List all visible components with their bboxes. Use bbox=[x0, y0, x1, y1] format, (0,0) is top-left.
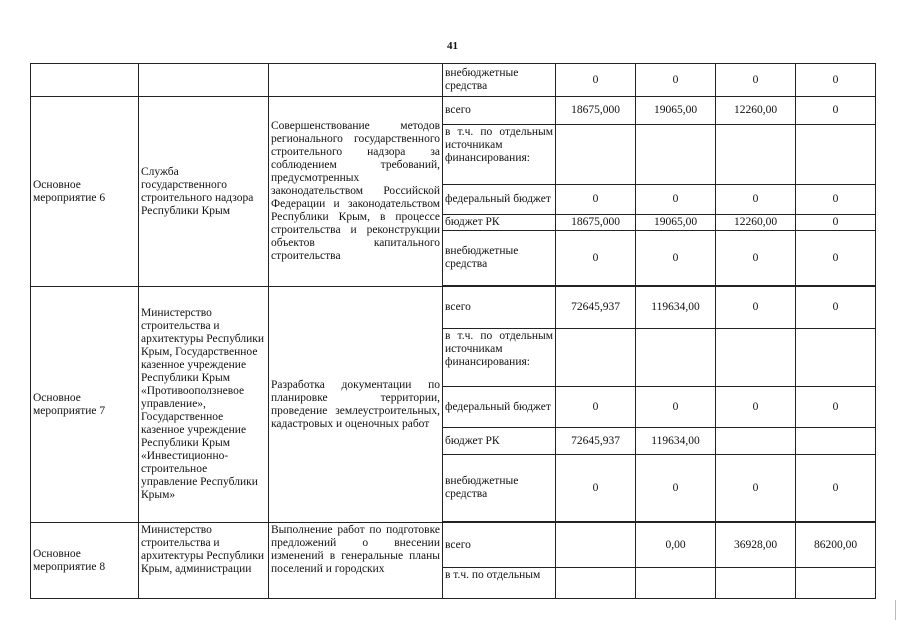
value-cell-empty bbox=[796, 125, 876, 185]
executor-cell bbox=[139, 523, 269, 599]
value-cell: 0 bbox=[636, 64, 716, 97]
measure-name: Основное мероприятие 7 bbox=[31, 287, 139, 523]
value-cell: 0 bbox=[556, 231, 636, 286]
table-row bbox=[31, 97, 876, 125]
value-cell-empty bbox=[716, 125, 796, 185]
value-cell: 0 bbox=[716, 185, 796, 215]
value-cell: 0 bbox=[796, 185, 876, 215]
value-cell-empty bbox=[796, 329, 876, 387]
value-cell: 0 bbox=[556, 455, 636, 522]
source-label: внебюджетные средства bbox=[443, 231, 556, 286]
value-cell bbox=[716, 428, 796, 455]
page-number: 41 bbox=[447, 40, 458, 52]
description-cell: Совершенствование методов регионального государственного строительного надзора за соблюдением требований, предусмотренных законодательством Российской Федерации и законодательством Республики Крым, в процессе строительства и реконструкции объектов капитального строительства bbox=[269, 97, 443, 287]
value-cell: 19065,00 bbox=[636, 97, 716, 125]
measure-name: Основное мероприятие 6 bbox=[31, 97, 139, 287]
value-cell: 0 bbox=[636, 185, 716, 215]
source-label: всего bbox=[443, 523, 556, 568]
value-cell: 18675,000 bbox=[556, 215, 636, 231]
value-cell: 0,00 bbox=[636, 523, 716, 568]
executor-text: Министерство строительства и архитектуры Республики Крым, администрации bbox=[141, 524, 264, 575]
value-cell: 19065,00 bbox=[636, 215, 716, 231]
table-row bbox=[31, 287, 876, 329]
source-label: всего bbox=[443, 287, 556, 329]
value-cell-empty bbox=[556, 568, 636, 599]
value-cell: 18675,000 bbox=[556, 97, 636, 125]
value-cell: 0 bbox=[556, 185, 636, 215]
value-cell: 0 bbox=[796, 231, 876, 286]
description-cell: Разработка документации по планировке территории, проведение землеустроительных, кадастровых и оценочных работ bbox=[269, 287, 443, 523]
value-cell: 0 bbox=[556, 64, 636, 97]
value-cell: 0 bbox=[796, 97, 876, 125]
value-cell: 12260,00 bbox=[716, 215, 796, 231]
value-cell: 0 bbox=[636, 231, 716, 286]
table-row bbox=[31, 64, 876, 97]
value-cell: 72645,937 bbox=[556, 428, 636, 455]
source-label: в т.ч. по отдельным источникам финансирования: bbox=[443, 329, 556, 387]
executor-cell: Служба государственного строительного надзора Республики Крым bbox=[139, 97, 269, 287]
description-cell-empty bbox=[269, 64, 443, 97]
value-cell: 119634,00 bbox=[636, 287, 716, 329]
value-cell: 0 bbox=[796, 215, 876, 231]
value-cell-empty bbox=[556, 125, 636, 185]
value-cell-empty bbox=[636, 329, 716, 387]
value-cell: 12260,00 bbox=[716, 97, 796, 125]
source-label-text: в т.ч. по отдельным bbox=[445, 569, 541, 582]
value-cell: 0 bbox=[796, 287, 876, 329]
value-cell: 0 bbox=[716, 287, 796, 329]
value-cell-empty bbox=[716, 329, 796, 387]
measure-name: Основное мероприятие 8 bbox=[31, 523, 139, 599]
value-cell: 0 bbox=[796, 64, 876, 97]
source-label: всего bbox=[443, 97, 556, 125]
value-cell: 0 bbox=[716, 231, 796, 286]
value-cell: 0 bbox=[716, 64, 796, 97]
value-cell-empty bbox=[556, 329, 636, 387]
value-cell: 0 bbox=[796, 387, 876, 428]
value-cell: 86200,00 bbox=[796, 523, 876, 568]
value-cell-empty bbox=[716, 568, 796, 599]
value-cell: 0 bbox=[636, 455, 716, 522]
value-cell: 119634,00 bbox=[636, 428, 716, 455]
value-cell: 0 bbox=[716, 455, 796, 522]
value-cell-empty bbox=[636, 568, 716, 599]
value-cell: 0 bbox=[716, 387, 796, 428]
table-row bbox=[31, 523, 876, 568]
value-cell bbox=[796, 428, 876, 455]
value-cell bbox=[556, 523, 636, 568]
source-label: федеральный бюджет bbox=[443, 387, 556, 428]
executor-cell-empty bbox=[139, 64, 269, 97]
measure-cell-empty bbox=[31, 64, 139, 97]
value-cell-empty bbox=[796, 568, 876, 599]
value-cell: 0 bbox=[796, 455, 876, 522]
source-label: бюджет РК bbox=[443, 215, 556, 231]
source-label: в т.ч. по отдельным источникам финансирования: bbox=[443, 125, 556, 185]
executor-cell: Министерство строительства и архитектуры Республики Крым, Государственное казенное учреждение Республики Крым «Противооползневое управление», Государственное казенное учреждение Республики Крым «Инвестиционно-строительное управление Республики Крым» bbox=[139, 287, 269, 523]
description-cell bbox=[269, 523, 443, 599]
value-cell: 72645,937 bbox=[556, 287, 636, 329]
value-cell: 36928,00 bbox=[716, 523, 796, 568]
source-label bbox=[443, 568, 556, 599]
source-label: бюджет РК bbox=[443, 428, 556, 455]
value-cell: 0 bbox=[556, 387, 636, 428]
value-cell-empty bbox=[636, 125, 716, 185]
scan-edge-mark bbox=[895, 600, 899, 620]
value-cell: 0 bbox=[636, 387, 716, 428]
source-label: федеральный бюджет bbox=[443, 185, 556, 215]
source-label: внебюджетные средства bbox=[443, 455, 556, 522]
description-text: Выполнение работ по подготовке предложений о внесении изменений в генеральные планы поселений и городских bbox=[271, 524, 440, 575]
source-label: внебюджетные средства bbox=[443, 64, 556, 97]
program-activities-table bbox=[30, 63, 876, 599]
